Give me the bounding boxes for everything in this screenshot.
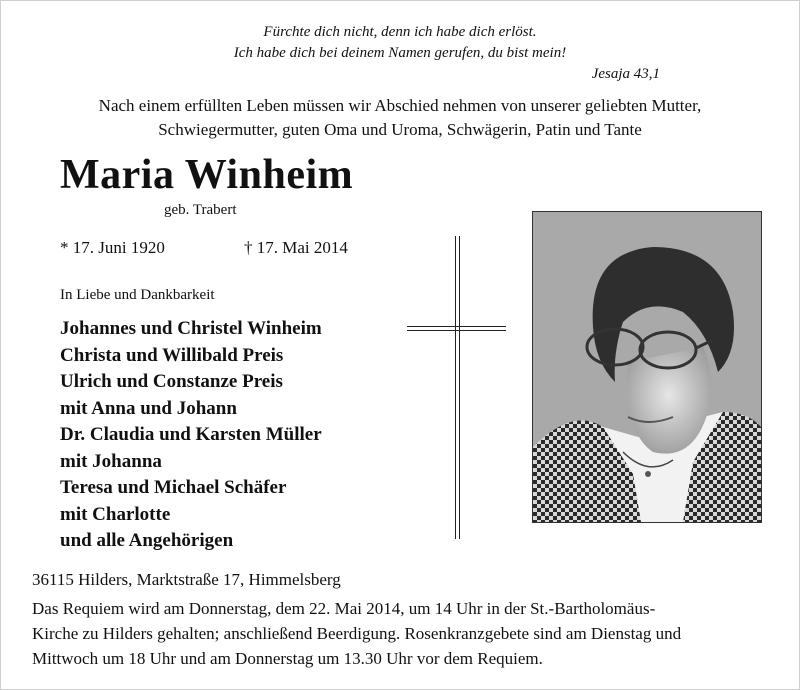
address: 36115 Hilders, Marktstraße 17, Himmelsberg xyxy=(32,570,341,589)
requiem-info xyxy=(32,596,772,671)
bible-reference: Jesaja 43,1 xyxy=(591,66,660,82)
mourner-line: Teresa und Michael Schäfer xyxy=(60,477,287,498)
mourner-line: mit Johanna xyxy=(60,450,162,472)
portrait-illustration xyxy=(533,212,761,522)
bible-quote-line-2: Ich habe dich bei deinem Namen gerufen, du bist mein! xyxy=(233,45,567,61)
requiem-line-3: Mittwoch um 18 Uhr und am Donnerstag um 13.30 Uhr vor dem Requiem. xyxy=(32,649,543,668)
bible-quote-line-1: Fürchte dich nicht, denn ich habe dich erlöst. xyxy=(263,24,537,40)
mourner-line: Dr. Claudia und Karsten Müller xyxy=(60,424,322,445)
death-date: † 17. Mai 2014 xyxy=(244,238,348,257)
mourner-line: Christa und Willibald Preis xyxy=(60,344,284,366)
mourner-line: und alle Angehörigen xyxy=(60,530,234,551)
requiem-line-2: Kirche zu Hilders gehalten; anschließend Beerdigung. Rosenkranzgebete sind am Dienstag und xyxy=(32,624,682,643)
deceased-name: Maria Winheim xyxy=(60,152,354,198)
intro-line-2: Schwiegermutter, guten Oma und Uroma, Schwägerin, Patin und Tante xyxy=(158,120,642,139)
mourner-line: mit Anna und Johann xyxy=(60,397,237,419)
requiem-line-1: Das Requiem wird am Donnerstag, dem 22. Mai 2014, um 14 Uhr in der St.-Bartholomäus- xyxy=(32,599,656,618)
mourner-line: mit Charlotte xyxy=(60,503,171,525)
mourner-line: Ulrich und Constanze Preis xyxy=(60,371,283,392)
maiden-name: geb. Trabert xyxy=(164,202,237,218)
cross-icon-vertical xyxy=(455,236,460,539)
cross-icon-horizontal xyxy=(407,326,506,331)
portrait-photo xyxy=(532,211,762,523)
mourners-intro: In Liebe und Dankbarkeit xyxy=(60,287,215,303)
intro-line-1: Nach einem erfüllten Leben müssen wir Abschied nehmen von unserer geliebten Mutter, xyxy=(98,96,702,115)
mourners-list xyxy=(60,316,322,555)
mourner-line: Johannes und Christel Winheim xyxy=(60,318,322,339)
intro-text xyxy=(20,94,780,142)
birth-date: * 17. Juni 1920 xyxy=(60,238,165,257)
